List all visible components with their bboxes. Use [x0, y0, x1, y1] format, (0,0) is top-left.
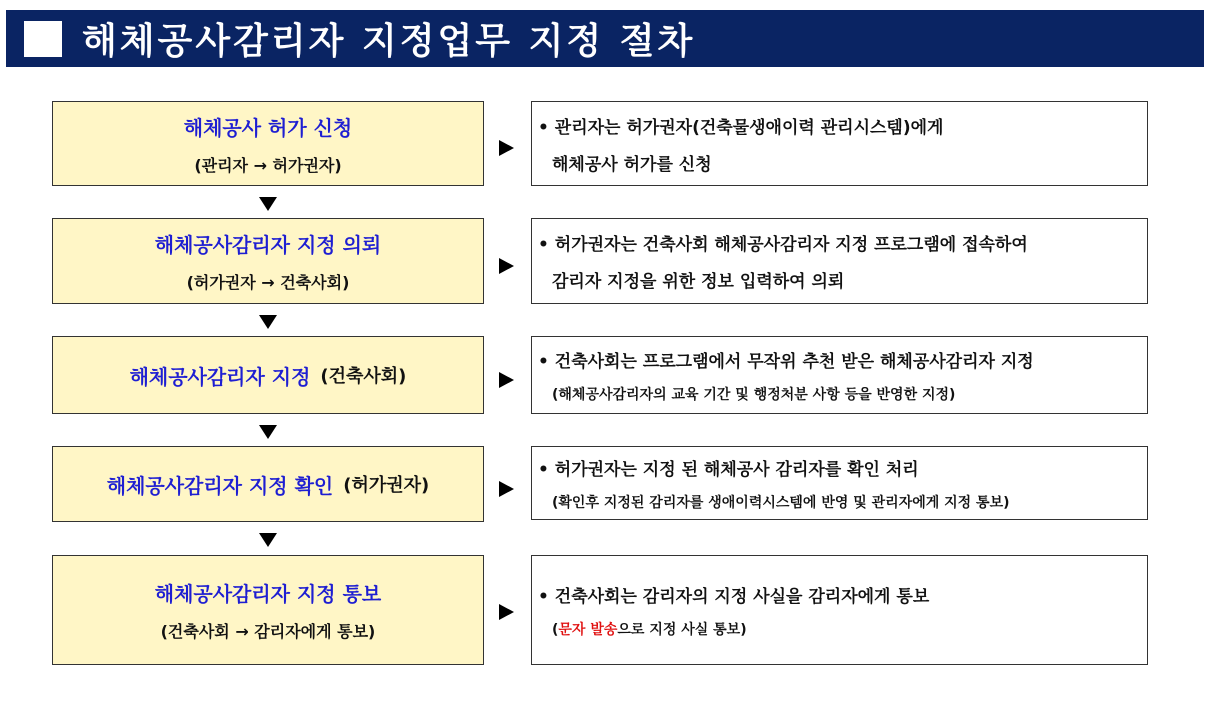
arrow-down-icon — [259, 425, 277, 439]
note-rest: 으로 지정 사실 통보) — [617, 621, 747, 638]
desc-line: • 건축사회는 프로그램에서 무작위 추천 받은 해체공사감리자 지정 — [538, 351, 1034, 372]
arrow-down-icon — [259, 197, 277, 211]
step-title: 해체공사감리자 지정 — [129, 364, 311, 389]
step-title: 해체공사감리자 지정 확인 — [106, 473, 334, 498]
step-title: 해체공사 허가 신청 — [183, 115, 353, 140]
desc-box-2 — [531, 218, 1148, 304]
desc-box-1 — [531, 101, 1148, 186]
desc-box-3 — [531, 336, 1148, 414]
arrow-down-icon — [259, 533, 277, 547]
step-box-4 — [52, 446, 484, 522]
step-actors: (건축사회) — [320, 366, 407, 387]
arrow-down-icon — [259, 315, 277, 329]
desc-line: • 허가권자는 지정 된 해체공사 감리자를 확인 처리 — [538, 459, 919, 480]
desc-note: (확인후 지정된 감리자를 생애이력시스템에 반영 및 관리자에게 지정 통보) — [552, 494, 1010, 511]
sms-highlight: 문자 발송 — [558, 621, 618, 638]
desc-line: • 관리자는 허가권자(건축물생애이력 관리시스템)에게 — [538, 117, 944, 138]
step-box-1 — [52, 101, 484, 186]
arrow-right-icon — [499, 604, 514, 620]
arrow-right-icon — [499, 258, 514, 274]
desc-line: • 허가권자는 건축사회 해체공사감리자 지정 프로그램에 접속하여 — [538, 235, 1028, 255]
desc-note — [552, 619, 1147, 639]
step-actors: (허가권자 → 건축사회) — [186, 273, 350, 292]
page-title: 해체공사감리자 지정업무 지정 절차 — [82, 21, 696, 62]
step-box-5 — [52, 555, 484, 665]
desc-note: (해체공사감리자의 교육 기간 및 행정처분 사항 등을 반영한 지정) — [552, 386, 956, 403]
step-actors: (관리자 → 허가권자) — [194, 155, 342, 175]
desc-line: • 건축사회는 감리자의 지정 사실을 감리자에게 통보 — [538, 586, 930, 607]
step-box-2 — [52, 218, 484, 304]
step-actors: (허가권자) — [343, 475, 430, 496]
arrow-right-icon — [499, 372, 514, 388]
desc-line: 감리자 지정을 위한 정보 입력하여 의뢰 — [552, 272, 845, 292]
square-bullet-icon — [24, 21, 62, 57]
arrow-right-icon — [499, 481, 514, 497]
note-open: ( — [552, 621, 559, 638]
step-title: 해체공사감리자 지정 통보 — [154, 582, 382, 606]
desc-box-4 — [531, 446, 1148, 520]
title-bar — [6, 10, 1204, 67]
arrow-right-icon — [499, 140, 514, 156]
step-box-3 — [52, 336, 484, 414]
step-title: 해체공사감리자 지정 의뢰 — [154, 233, 382, 257]
desc-line: 해체공사 허가를 신청 — [552, 154, 712, 175]
step-actors: (건축사회 → 감리자에게 통보) — [160, 622, 376, 641]
desc-box-5 — [531, 555, 1148, 665]
